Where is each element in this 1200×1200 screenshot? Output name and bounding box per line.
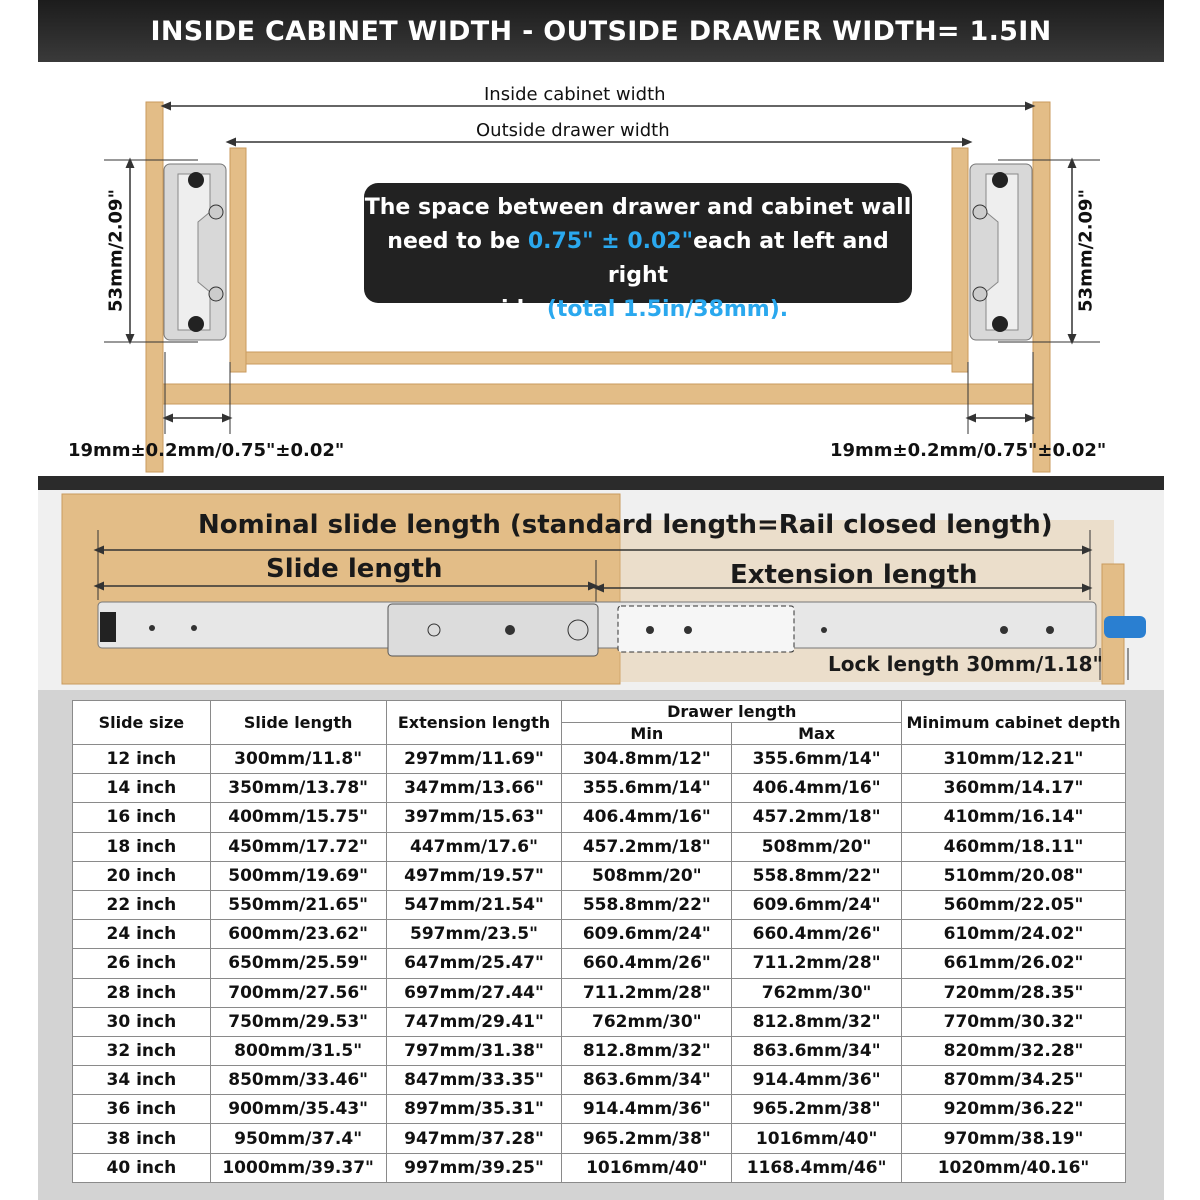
left-gap-label: 19mm±0.2mm/0.75"±0.02" [68,440,345,461]
right-cabinet-wall [1033,102,1050,472]
cabinet-depth-cell: 510mm/20.08" [902,861,1126,890]
extension-length-cell: 747mm/29.41" [386,1007,562,1036]
extension-length-cell: 397mm/15.63" [386,803,562,832]
slide-size-cell: 12 inch [73,745,211,774]
slide-length-cell: 750mm/29.53" [210,1007,386,1036]
extension-length-cell: 347mm/13.66" [386,774,562,803]
ball-bearing-cage [618,606,794,652]
table-row [73,1036,1126,1065]
spacing-note [364,183,912,322]
cabinet-depth-cell: 870mm/34.25" [902,1066,1126,1095]
extension-length-cell: 847mm/33.35" [386,1066,562,1095]
cabinet-depth-cell: 310mm/12.21" [902,745,1126,774]
right-gap-label: 19mm±0.2mm/0.75"±0.02" [830,440,1107,461]
drawer-min-cell: 863.6mm/34" [562,1066,732,1095]
left-cabinet-wall [146,102,163,472]
slide-length-cell: 450mm/17.72" [210,832,386,861]
note-highlight-gap: 0.75" ± 0.02" [527,229,694,254]
drawer-min-cell: 355.6mm/14" [562,774,732,803]
slide-size-cell: 20 inch [73,861,211,890]
cabinet-depth-cell: 360mm/14.17" [902,774,1126,803]
table-header [73,701,1126,745]
table-row [73,774,1126,803]
extension-length-cell: 547mm/21.54" [386,890,562,919]
drawer-max-cell: 355.6mm/14" [732,745,902,774]
banner-title: INSIDE CABINET WIDTH - OUTSIDE DRAWER WIDTH= 1.5IN [150,15,1052,47]
header-banner [38,0,1164,62]
table-body [73,745,1126,1183]
right-slide-rail [970,164,1032,340]
header-slide-length: Slide length [210,701,386,745]
slide-size-cell: 34 inch [73,1066,211,1095]
slide-length-cell: 1000mm/39.37" [210,1153,386,1182]
cabinet-depth-cell: 770mm/30.32" [902,1007,1126,1036]
slide-length-cell: 600mm/23.62" [210,920,386,949]
cabinet-depth-cell: 410mm/16.14" [902,803,1126,832]
rail-end-clip [100,612,116,642]
drawer-min-cell: 660.4mm/26" [562,949,732,978]
extension-length-cell: 797mm/31.38" [386,1036,562,1065]
slide-size-cell: 28 inch [73,978,211,1007]
drawer-max-cell: 1168.4mm/46" [732,1153,902,1182]
extension-length-cell: 647mm/25.47" [386,949,562,978]
drawer-min-cell: 508mm/20" [562,861,732,890]
spec-table-panel [38,690,1164,1200]
note-highlight-total: (total 1.5in/38mm). [546,297,789,322]
slide-length-cell: 300mm/11.8" [210,745,386,774]
slide-size-cell: 32 inch [73,1036,211,1065]
right-height-label: 53mm/2.09" [1075,189,1097,312]
left-height-label: 53mm/2.09" [105,189,127,312]
extension-length-cell: 897mm/35.31" [386,1095,562,1124]
extension-length-cell: 447mm/17.6" [386,832,562,861]
header-extension-length: Extension length [386,701,562,745]
note-part-4: side [487,297,547,322]
drawer-max-cell: 609.6mm/24" [732,890,902,919]
extension-length-cell: 297mm/11.69" [386,745,562,774]
drawer-min-cell: 609.6mm/24" [562,920,732,949]
nominal-length-label: Nominal slide length (standard length=Rail closed length) [198,510,1053,540]
table-row [73,1153,1126,1182]
drawer-max-cell: 508mm/20" [732,832,902,861]
slide-rail-middle [388,604,598,656]
table-row [73,949,1126,978]
left-drawer-side [230,148,246,372]
slide-size-cell: 18 inch [73,832,211,861]
drawer-max-cell: 1016mm/40" [732,1124,902,1153]
slide-diagram [38,490,1164,690]
note-line-2 [364,225,912,293]
drawer-max-cell: 965.2mm/38" [732,1095,902,1124]
drawer-max-cell: 711.2mm/28" [732,949,902,978]
slide-size-cell: 36 inch [73,1095,211,1124]
extension-length-cell: 597mm/23.5" [386,920,562,949]
slide-size-cell: 24 inch [73,920,211,949]
lock-lever [1104,616,1146,638]
cabinet-depth-cell: 460mm/18.11" [902,832,1126,861]
header-max: Max [732,723,902,745]
note-line-3 [364,293,912,327]
drawer-min-cell: 558.8mm/22" [562,890,732,919]
cabinet-depth-cell: 820mm/32.28" [902,1036,1126,1065]
drawer-min-cell: 1016mm/40" [562,1153,732,1182]
table-row [73,1124,1126,1153]
slide-length-cell: 950mm/37.4" [210,1124,386,1153]
extension-length-cell: 947mm/37.28" [386,1124,562,1153]
drawer-max-cell: 914.4mm/36" [732,1066,902,1095]
header-slide-size: Slide size [73,701,211,745]
lock-length-label: Lock length 30mm/1.18" [828,652,1103,676]
drawer-max-cell: 660.4mm/26" [732,920,902,949]
slide-size-cell: 14 inch [73,774,211,803]
cabinet-depth-cell: 970mm/38.19" [902,1124,1126,1153]
slide-length-cell: 900mm/35.43" [210,1095,386,1124]
extension-length-cell: 697mm/27.44" [386,978,562,1007]
cabinet-bottom [163,384,1033,404]
extension-length-cell: 997mm/39.25" [386,1153,562,1182]
table-row [73,978,1126,1007]
slide-length-cell: 800mm/31.5" [210,1036,386,1065]
header-min: Min [562,723,732,745]
slide-size-cell: 38 inch [73,1124,211,1153]
cabinet-depth-cell: 560mm/22.05" [902,890,1126,919]
table-row [73,1007,1126,1036]
right-drawer-side [952,148,968,372]
slide-length-cell: 650mm/25.59" [210,949,386,978]
drawer-max-cell: 457.2mm/18" [732,803,902,832]
left-slide-rail [164,164,226,340]
drawer-min-cell: 812.8mm/32" [562,1036,732,1065]
table-row [73,861,1126,890]
table-row [73,1066,1126,1095]
extension-length-label: Extension length [730,560,978,590]
slide-size-cell: 40 inch [73,1153,211,1182]
header-min-cabinet-depth: Minimum cabinet depth [902,701,1126,745]
slide-length-cell: 850mm/33.46" [210,1066,386,1095]
slide-length-cell: 500mm/19.69" [210,861,386,890]
note-part-3: each at left and right [607,229,889,288]
drawer-bottom [246,352,952,364]
drawer-max-cell: 762mm/30" [732,978,902,1007]
table-row [73,832,1126,861]
cabinet-diagram [38,62,1164,476]
cabinet-depth-cell: 661mm/26.02" [902,949,1126,978]
drawer-min-cell: 965.2mm/38" [562,1124,732,1153]
header-drawer-length: Drawer length [562,701,902,723]
cabinet-depth-cell: 720mm/28.35" [902,978,1126,1007]
cabinet-depth-cell: 920mm/36.22" [902,1095,1126,1124]
slide-length-cell: 400mm/15.75" [210,803,386,832]
table-row [73,745,1126,774]
drawer-min-cell: 711.2mm/28" [562,978,732,1007]
drawer-max-cell: 812.8mm/32" [732,1007,902,1036]
drawer-min-cell: 457.2mm/18" [562,832,732,861]
table-row [73,890,1126,919]
drawer-min-cell: 762mm/30" [562,1007,732,1036]
table-row [73,1095,1126,1124]
slide-size-cell: 16 inch [73,803,211,832]
cabinet-depth-cell: 1020mm/40.16" [902,1153,1126,1182]
slide-length-label: Slide length [266,554,443,584]
drawer-max-cell: 406.4mm/16" [732,774,902,803]
drawer-min-cell: 304.8mm/12" [562,745,732,774]
spec-table [72,700,1126,1183]
slide-length-cell: 350mm/13.78" [210,774,386,803]
table-row [73,803,1126,832]
slide-size-cell: 22 inch [73,890,211,919]
slide-size-cell: 30 inch [73,1007,211,1036]
slide-length-cell: 550mm/21.65" [210,890,386,919]
cabinet-depth-cell: 610mm/24.02" [902,920,1126,949]
drawer-max-cell: 863.6mm/34" [732,1036,902,1065]
drawer-min-cell: 406.4mm/16" [562,803,732,832]
extension-length-cell: 497mm/19.57" [386,861,562,890]
table-row [73,920,1126,949]
drawer-min-cell: 914.4mm/36" [562,1095,732,1124]
drawer-max-cell: 558.8mm/22" [732,861,902,890]
outside-drawer-width-label: Outside drawer width [476,120,670,141]
note-part-2: need to be [387,229,528,254]
note-line-1: The space between drawer and cabinet wall [364,195,912,220]
inside-cabinet-width-label: Inside cabinet width [484,84,666,105]
section-divider [38,476,1164,490]
slide-length-cell: 700mm/27.56" [210,978,386,1007]
slide-size-cell: 26 inch [73,949,211,978]
